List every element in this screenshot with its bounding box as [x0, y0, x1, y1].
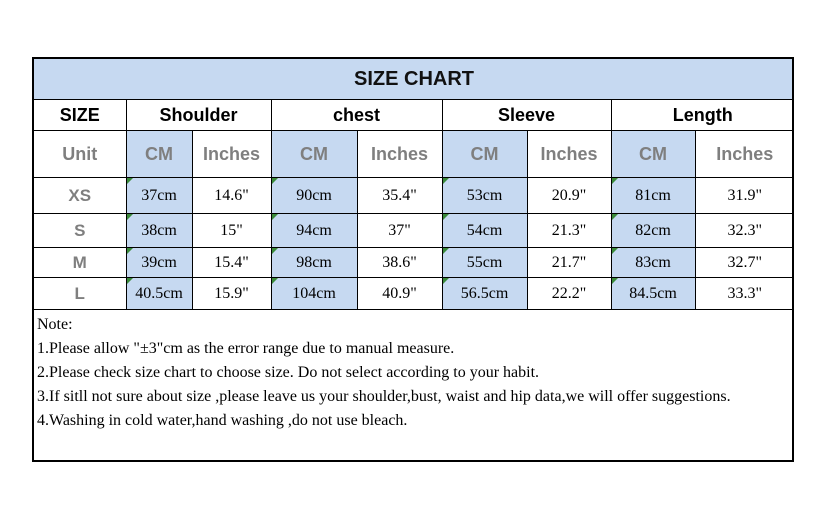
value-cell: 32.7" — [695, 248, 794, 278]
unit-inches: Inches — [695, 131, 794, 178]
value-cell: 21.3" — [527, 214, 611, 248]
value-cell: 40.9" — [357, 278, 442, 310]
unit-label: Unit — [34, 131, 126, 178]
value-cell: 22.2" — [527, 278, 611, 310]
chest-header: chest — [271, 100, 442, 131]
size-table — [34, 59, 794, 310]
value-cell: 98cm — [271, 248, 357, 278]
shoulder-header: Shoulder — [126, 100, 271, 131]
value-cell: 54cm — [442, 214, 527, 248]
chart-title: SIZE CHART — [34, 59, 794, 100]
unit-cm: CM — [611, 131, 695, 178]
value-cell: 53cm — [442, 178, 527, 214]
size-header: SIZE — [34, 100, 126, 131]
value-cell: 20.9" — [527, 178, 611, 214]
value-cell: 32.3" — [695, 214, 794, 248]
value-cell: 33.3" — [695, 278, 794, 310]
value-cell: 14.6" — [192, 178, 271, 214]
value-cell: 104cm — [271, 278, 357, 310]
size-cell: XS — [34, 178, 126, 214]
note-item: 2.Please check size chart to choose size. Do not select according to your habit. — [37, 364, 540, 381]
value-cell: 37cm — [126, 178, 192, 214]
unit-cm: CM — [126, 131, 192, 178]
value-cell: 38.6" — [357, 248, 442, 278]
size-cell: M — [34, 248, 126, 278]
value-cell: 15.9" — [192, 278, 271, 310]
value-cell: 90cm — [271, 178, 357, 214]
unit-inches: Inches — [357, 131, 442, 178]
table-row — [34, 214, 794, 248]
value-cell: 21.7" — [527, 248, 611, 278]
value-cell: 35.4" — [357, 178, 442, 214]
notes-section — [34, 310, 792, 433]
value-cell: 31.9" — [695, 178, 794, 214]
unit-cm: CM — [442, 131, 527, 178]
note-item: 3.If sitll not sure about size ,please leave us your shoulder,bust, waist and hip data,we will offer suggestions. — [37, 388, 731, 405]
value-cell: 39cm — [126, 248, 192, 278]
note-item: 4.Washing in cold water,hand washing ,do not use bleach. — [37, 412, 408, 429]
length-header: Length — [611, 100, 794, 131]
value-cell: 81cm — [611, 178, 695, 214]
table-row — [34, 278, 794, 310]
table-row — [34, 178, 794, 214]
unit-inches: Inches — [192, 131, 271, 178]
notes-heading: Note: — [37, 316, 73, 333]
table-row — [34, 248, 794, 278]
size-cell: L — [34, 278, 126, 310]
value-cell: 84.5cm — [611, 278, 695, 310]
value-cell: 82cm — [611, 214, 695, 248]
sleeve-header: Sleeve — [442, 100, 611, 131]
size-chart — [32, 57, 794, 462]
value-cell: 56.5cm — [442, 278, 527, 310]
value-cell: 37" — [357, 214, 442, 248]
value-cell: 94cm — [271, 214, 357, 248]
unit-inches: Inches — [527, 131, 611, 178]
value-cell: 38cm — [126, 214, 192, 248]
value-cell: 83cm — [611, 248, 695, 278]
value-cell: 55cm — [442, 248, 527, 278]
note-item: 1.Please allow "±3"cm as the error range due to manual measure. — [37, 340, 455, 357]
unit-cm: CM — [271, 131, 357, 178]
size-cell: S — [34, 214, 126, 248]
value-cell: 15" — [192, 214, 271, 248]
value-cell: 40.5cm — [126, 278, 192, 310]
value-cell: 15.4" — [192, 248, 271, 278]
